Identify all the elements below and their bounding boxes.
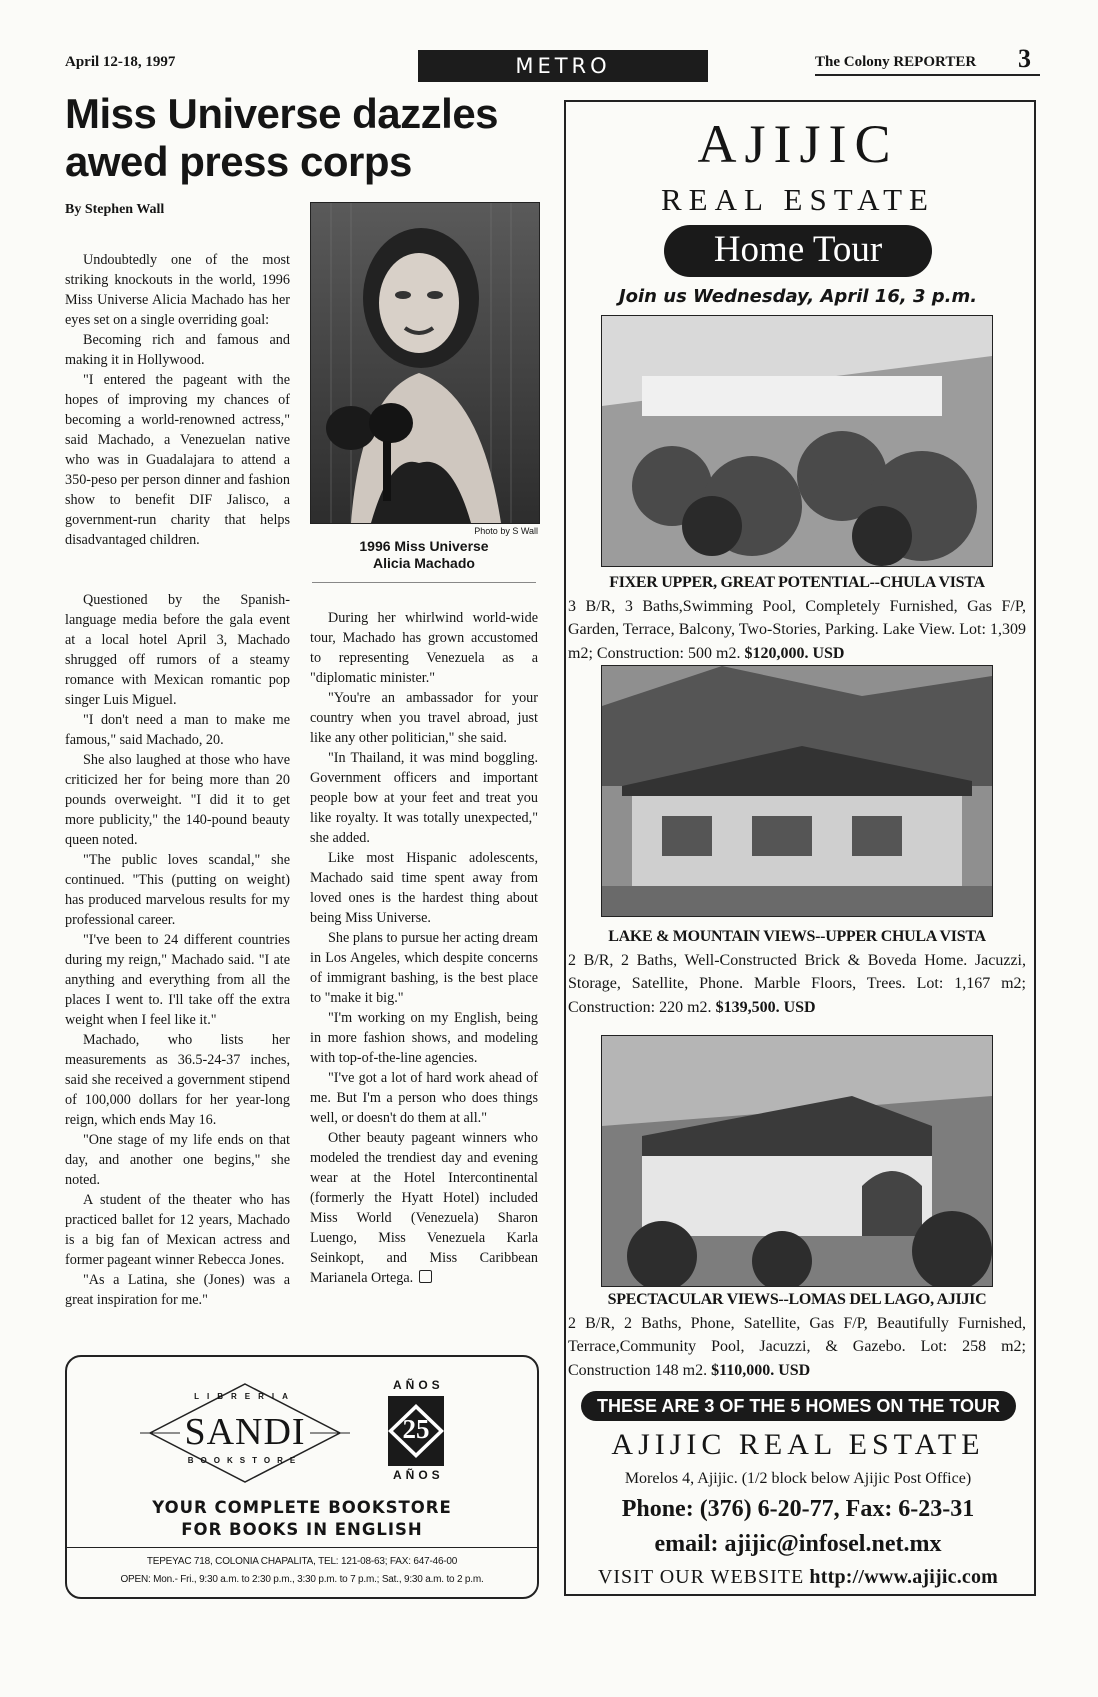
issue-date: April 12-18, 1997 xyxy=(65,54,176,70)
realestate-logo-footer: AJIJIC REAL ESTATE xyxy=(611,1428,985,1461)
end-of-article-icon xyxy=(419,1270,432,1283)
bookstore-label: BOOKSTORE xyxy=(187,1456,303,1465)
article-column-1-bottom xyxy=(65,590,290,1310)
article-headline: Miss Universe dazzles awed press corps xyxy=(65,90,499,185)
listing-1 xyxy=(568,571,1026,665)
realestate-address: Morelos 4, Ajijic. (1/2 block below Ajijic Post Office) xyxy=(624,1470,972,1487)
anniversary-badge xyxy=(380,1396,452,1466)
listing-details: 3 B/R, 3 Baths,Swimming Pool, Completely Furnished, Gas F/P, Garden, Terrace, Balcony, Two-Stories, Parking. Lake View. xyxy=(568,597,1026,638)
listing-photo-1 xyxy=(601,315,993,567)
listing-title: LAKE & MOUNTAIN VIEWS--UPPER CHULA VISTA xyxy=(608,928,986,945)
listing-lot: Lot: 1,167 m2; Construction: 220 m2. xyxy=(568,975,1026,1016)
paragraph: "I've been to 24 different countries during my reign," Machado said. "I ate anything and everything from all the places I went to. I'll take off the extra weight when I feel like it." xyxy=(65,932,290,1028)
tagline-line-2: FOR BOOKS IN ENGLISH xyxy=(181,1520,423,1539)
anos-label-top: AÑOS xyxy=(393,1378,444,1392)
listing-title: FIXER UPPER, GREAT POTENTIAL--CHULA VISTA xyxy=(609,574,985,591)
portrait-photo-placeholder xyxy=(311,203,539,523)
publication-name: The Colony REPORTER xyxy=(815,54,977,70)
house-photo-placeholder xyxy=(602,316,992,566)
paragraph: Like most Hispanic adolescents, Machado said time spent away from loved ones is the hardest thing about being Miss Universe. xyxy=(310,850,538,926)
listing-3 xyxy=(568,1288,1026,1382)
bookstore-rule xyxy=(67,1547,537,1548)
photo-credit: Photo by S Wall xyxy=(474,526,538,536)
tour-date: Join us Wednesday, April 16, 3 p.m. xyxy=(618,286,978,307)
listing-lot: Lot: 1,309 m2; Construction: 500 m2. xyxy=(568,621,1027,662)
house-photo-placeholder xyxy=(602,666,992,916)
paragraph: Becoming rich and famous and making it in Hollywood. xyxy=(65,332,290,368)
paragraph: Machado, who lists her measurements as 36.5-24-37 inches, said she received a government stipend of 100,000 dollars for her year-long reign, which ends May 16. xyxy=(65,1032,290,1128)
article-byline: By Stephen Wall xyxy=(65,202,165,217)
sandi-logo xyxy=(140,1378,350,1488)
bookstore-tagline xyxy=(65,1497,539,1541)
home-tour-badge: Home Tour xyxy=(664,225,932,277)
listing-price: $139,500. USD xyxy=(715,998,816,1016)
listing-details: 2 B/R, 2 Baths, Phone, Satellite, Gas F/P, Beautifully Furnished, Terrace,Community Pool, Jacuzzi, & Gazebo. xyxy=(568,1314,1026,1355)
caption-rule xyxy=(312,582,536,583)
realestate-website xyxy=(564,1566,1032,1589)
paragraph: "As a Latina, she (Jones) was a great inspiration for me." xyxy=(65,1272,290,1308)
paragraph: "You're an ambassador for your country when you travel abroad, just like any other politician," she said. xyxy=(310,690,538,746)
paragraph: "I entered the pageant with the hopes of improving my chances of becoming a world-renowned actress," said Machado, a Venezuelan native who was in Guadalajara to attend a 350-peso per person dinner and fashion show to benefit DIF Jalisco, a government-run charity that helps disadvantaged children. xyxy=(65,372,290,548)
paragraph: "I've got a lot of hard work ahead of me. But I'm a person who does things well, or doesn't do them at all." xyxy=(310,1070,538,1126)
paragraph: Questioned by the Spanish-language media before the gala event at a local hotel April 3, Machado shrugged off rumors of a steamy romance with Mexican romantic pop singer Luis Miguel. xyxy=(65,592,290,708)
bookstore-address-block xyxy=(65,1553,539,1589)
listing-lot: Lot: 258 m2; Construction 148 m2. xyxy=(568,1338,1026,1379)
paragraph: "I'm working on my English, being in more fashion shows, and modeling with top-of-the-line agencies. xyxy=(310,1010,538,1066)
article-column-1-top xyxy=(65,250,290,550)
caption-line-2: Alicia Machado xyxy=(373,555,475,571)
bookstore-hours: OPEN: Mon.- Fri., 9:30 a.m. to 2:30 p.m., 3:30 p.m. to 7 p.m.; Sat., 9:30 a.m. to 2 p.m. xyxy=(120,1574,484,1585)
listing-photo-3 xyxy=(601,1035,993,1287)
paragraph: Undoubtedly one of the most striking knockouts in the world, 1996 Miss Universe Alicia Machado has her eyes set on a single overriding goal: xyxy=(65,252,290,328)
header-rule xyxy=(815,74,1040,76)
homes-on-tour-banner: THESE ARE 3 OF THE 5 HOMES ON THE TOUR xyxy=(581,1391,1016,1421)
website-url: http://www.ajijic.com xyxy=(809,1566,999,1588)
realestate-phone: Phone: (376) 6-20-77, Fax: 6-23-31 xyxy=(621,1496,975,1522)
paragraph-text: Other beauty pageant winners who modeled the trendiest day and evening wear at the Hotel Intercontinental (formerly the Hyatt Hotel) included Miss World (Venezuela) Sharon Luengo, Miss Venezuela Karla Seinkopt, and Miss Caribbean Marianela Ortega. xyxy=(310,1130,538,1286)
house-photo-placeholder xyxy=(602,1036,992,1286)
realestate-email: email: ajijic@infosel.net.mx xyxy=(654,1531,942,1557)
bookstore-address: TEPEYAC 718, COLONIA CHAPALITA, TEL: 121-08-63; FAX: 647-46-00 xyxy=(146,1556,458,1567)
page-number: 3 xyxy=(1018,44,1031,73)
anos-label-bottom: AÑOS xyxy=(393,1468,444,1482)
section-banner: METRO xyxy=(418,50,708,82)
listing-price: $110,000. USD xyxy=(711,1361,811,1379)
paragraph: A student of the theater who has practiced ballet for 12 years, Machado is a big fan of Mexican actress and former pageant winner Rebecca Jones. xyxy=(65,1192,290,1268)
article-photo xyxy=(310,202,540,524)
paragraph: "The public loves scandal," she continued. "This (putting on weight) has produced marvelous results for my professional career. xyxy=(65,852,290,928)
photo-caption xyxy=(310,538,538,572)
tagline-line-1: YOUR COMPLETE BOOKSTORE xyxy=(152,1498,452,1517)
paragraph: "In Thailand, it was mind boggling. Government officers and important people bow at your feet and treat you like royalty. It was totally unexpected," she added. xyxy=(310,750,538,846)
paragraph-last xyxy=(310,1128,538,1288)
listing-2 xyxy=(568,925,1026,1019)
listing-photo-2 xyxy=(601,665,993,917)
paragraph: "I don't need a man to make me famous," said Machado, 20. xyxy=(65,712,290,748)
article-column-2 xyxy=(310,608,538,1288)
paragraph: She plans to pursue her acting dream in Los Angeles, which despite concerns of immigrant bashing, is the best place to "make it big." xyxy=(310,930,538,1006)
website-label: VISIT OUR WEBSITE xyxy=(597,1566,805,1588)
paragraph: She also laughed at those who have criticized her for being more than 20 pounds overweight. "I did it to get more publicity," the 140-pound beauty queen noted. xyxy=(65,752,290,848)
caption-line-1: 1996 Miss Universe xyxy=(359,538,489,554)
listing-title: SPECTACULAR VIEWS--LOMAS DEL LAGO, AJIJIC xyxy=(607,1291,987,1308)
libreria-label: LIBRERIA xyxy=(194,1392,296,1401)
realestate-subtitle: REAL ESTATE xyxy=(661,182,935,217)
paragraph: "One stage of my life ends on that day, and another one begins," she noted. xyxy=(65,1132,290,1188)
listing-price: $120,000. USD xyxy=(744,644,845,662)
realestate-title: AJIJIC xyxy=(697,114,899,174)
anniversary-number: 25 xyxy=(402,1414,430,1444)
bookstore-name: SANDI xyxy=(184,1411,306,1453)
paragraph: During her whirlwind world-wide tour, Machado has grown accustomed to representing Venezuela as a "diplomatic minister." xyxy=(310,610,538,686)
listing-details: 2 B/R, 2 Baths, Well-Constructed Brick & Boveda Home. Jacuzzi, Storage, Satellite, Phone. Marble Floors, Trees. xyxy=(568,951,1026,992)
